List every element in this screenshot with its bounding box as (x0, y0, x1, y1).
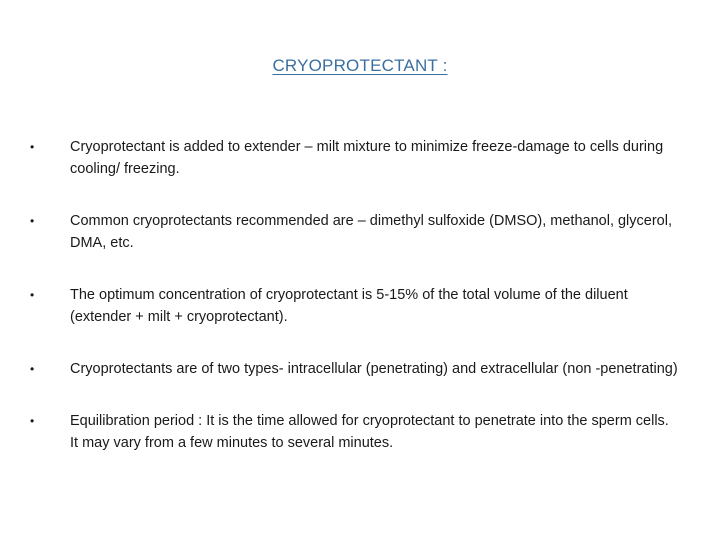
bullet-text: Common cryoprotectants recommended are – dimethyl sulfoxide (DMSO), methanol, glycerol, DMA, etc. (70, 213, 672, 251)
bullet-item (0, 136, 720, 180)
bullet-icon: • (30, 414, 35, 428)
bullet-text: The optimum concentration of cryoprotectant is 5-15% of the total volume of the diluent (extender + milt + cryoprotectant). (70, 287, 628, 325)
bullet-text: Cryoprotectants are of two types- intracellular (penetrating) and extracellular (non -penetrating) (70, 361, 678, 377)
bullet-item (0, 210, 720, 254)
bullet-item (0, 410, 720, 454)
bullet-text: Equilibration period : It is the time allowed for cryoprotectant to penetrate into the sperm cells. It may vary from a few minutes to several minutes. (70, 413, 669, 451)
bullet-text: Cryoprotectant is added to extender – milt mixture to minimize freeze-damage to cells during cooling/ freezing. (70, 139, 664, 177)
slide-title (0, 56, 720, 76)
bullet-item (0, 358, 720, 380)
bullet-item (0, 284, 720, 328)
slide-title-text: CRYOPROTECTANT : (272, 56, 448, 75)
bullet-icon: • (30, 214, 35, 228)
bullet-icon: • (30, 288, 35, 302)
bullet-icon: • (30, 140, 35, 154)
bullet-icon: • (30, 362, 35, 376)
bullet-list (0, 136, 720, 484)
